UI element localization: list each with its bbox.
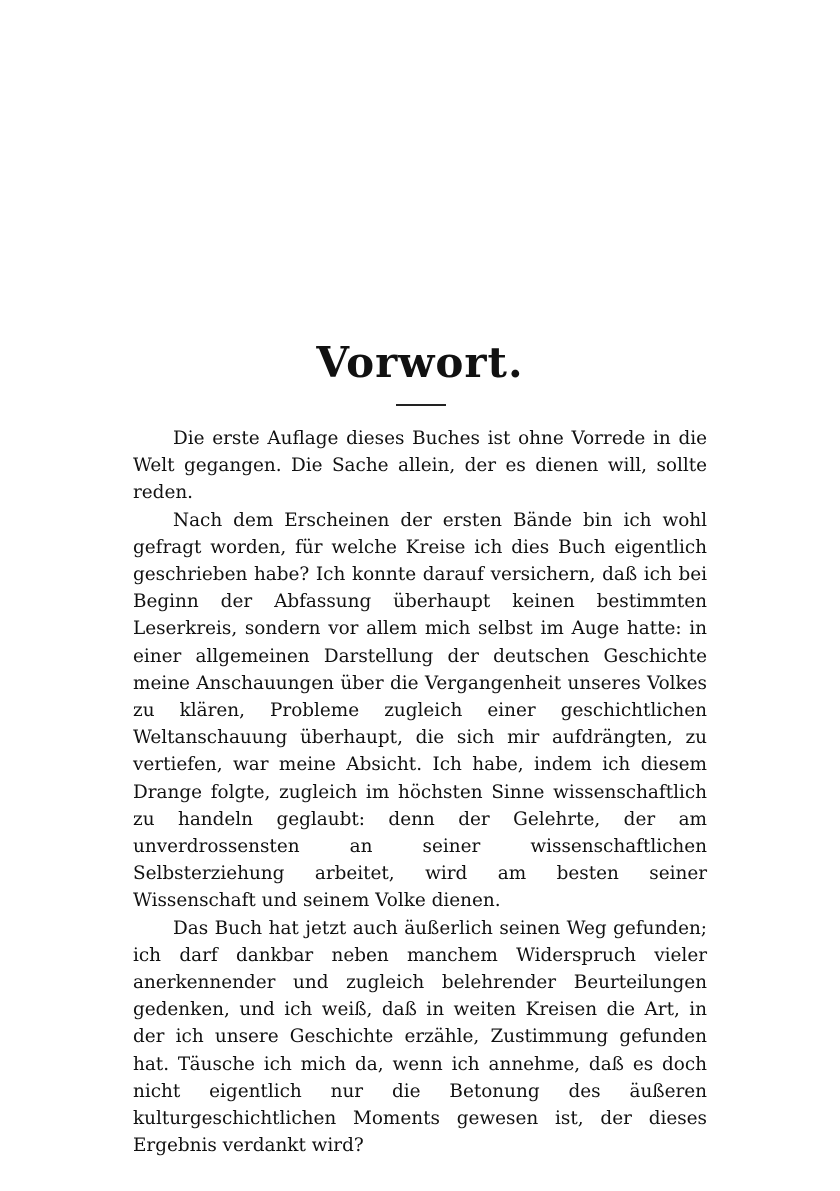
title-divider	[396, 404, 446, 406]
paragraph-3: Das Buch hat jetzt auch äußerlich seinen Weg gefunden; ich darf dankbar neben manchem Widerspruch vieler anerkennender und zugleich belehrender Beurteilungen gedenken, und ich weiß, daß in weiten Kreisen die Art, in der ich unsere Geschichte erzähle, Zustimmung gefunden hat. Täusche ich mich da, wenn ich annehme, daß es doch nicht eigentlich nur die Betonung des äußeren kulturgeschichtlichen Moments gewesen ist, der dieses Ergebnis verdankt wird?	[133, 917, 707, 1157]
page-title: Vorwort.	[316, 338, 524, 387]
paragraph-1: Die erste Auflage dieses Buches ist ohne Vorrede in die Welt gegangen. Die Sache allein, der es dienen will, sollte reden.	[133, 428, 707, 504]
paragraph-2: Nach dem Erscheinen der ersten Bände bin ich wohl gefragt worden, für welche Kreise ich dies Buch eigentlich geschrieben habe? Ich konnte darauf versichern, daß ich bei Beginn der Abfassung überhaupt keinen bestimmten Leserkreis, sondern vor allem mich selbst im Auge hatte: in einer allgemeinen Darstellung der deutschen Geschichte meine Anschauungen über die Vergangenheit unseres Volkes zu klären, Probleme zugleich einer geschichtlichen Weltanschauung überhaupt, die sich mir aufdrängten, zu vertiefen, war meine Absicht. Ich habe, indem ich diesem Drange folgte, zugleich im höchsten Sinne wissenschaftlich zu handeln geglaubt: denn der Gelehrte, der am unverdrossensten an seiner wissenschaftlichen Selbsterziehung arbeitet, wird am besten seiner Wissenschaft und seinem Volke dienen.	[133, 509, 707, 912]
preface-body	[133, 425, 707, 1159]
